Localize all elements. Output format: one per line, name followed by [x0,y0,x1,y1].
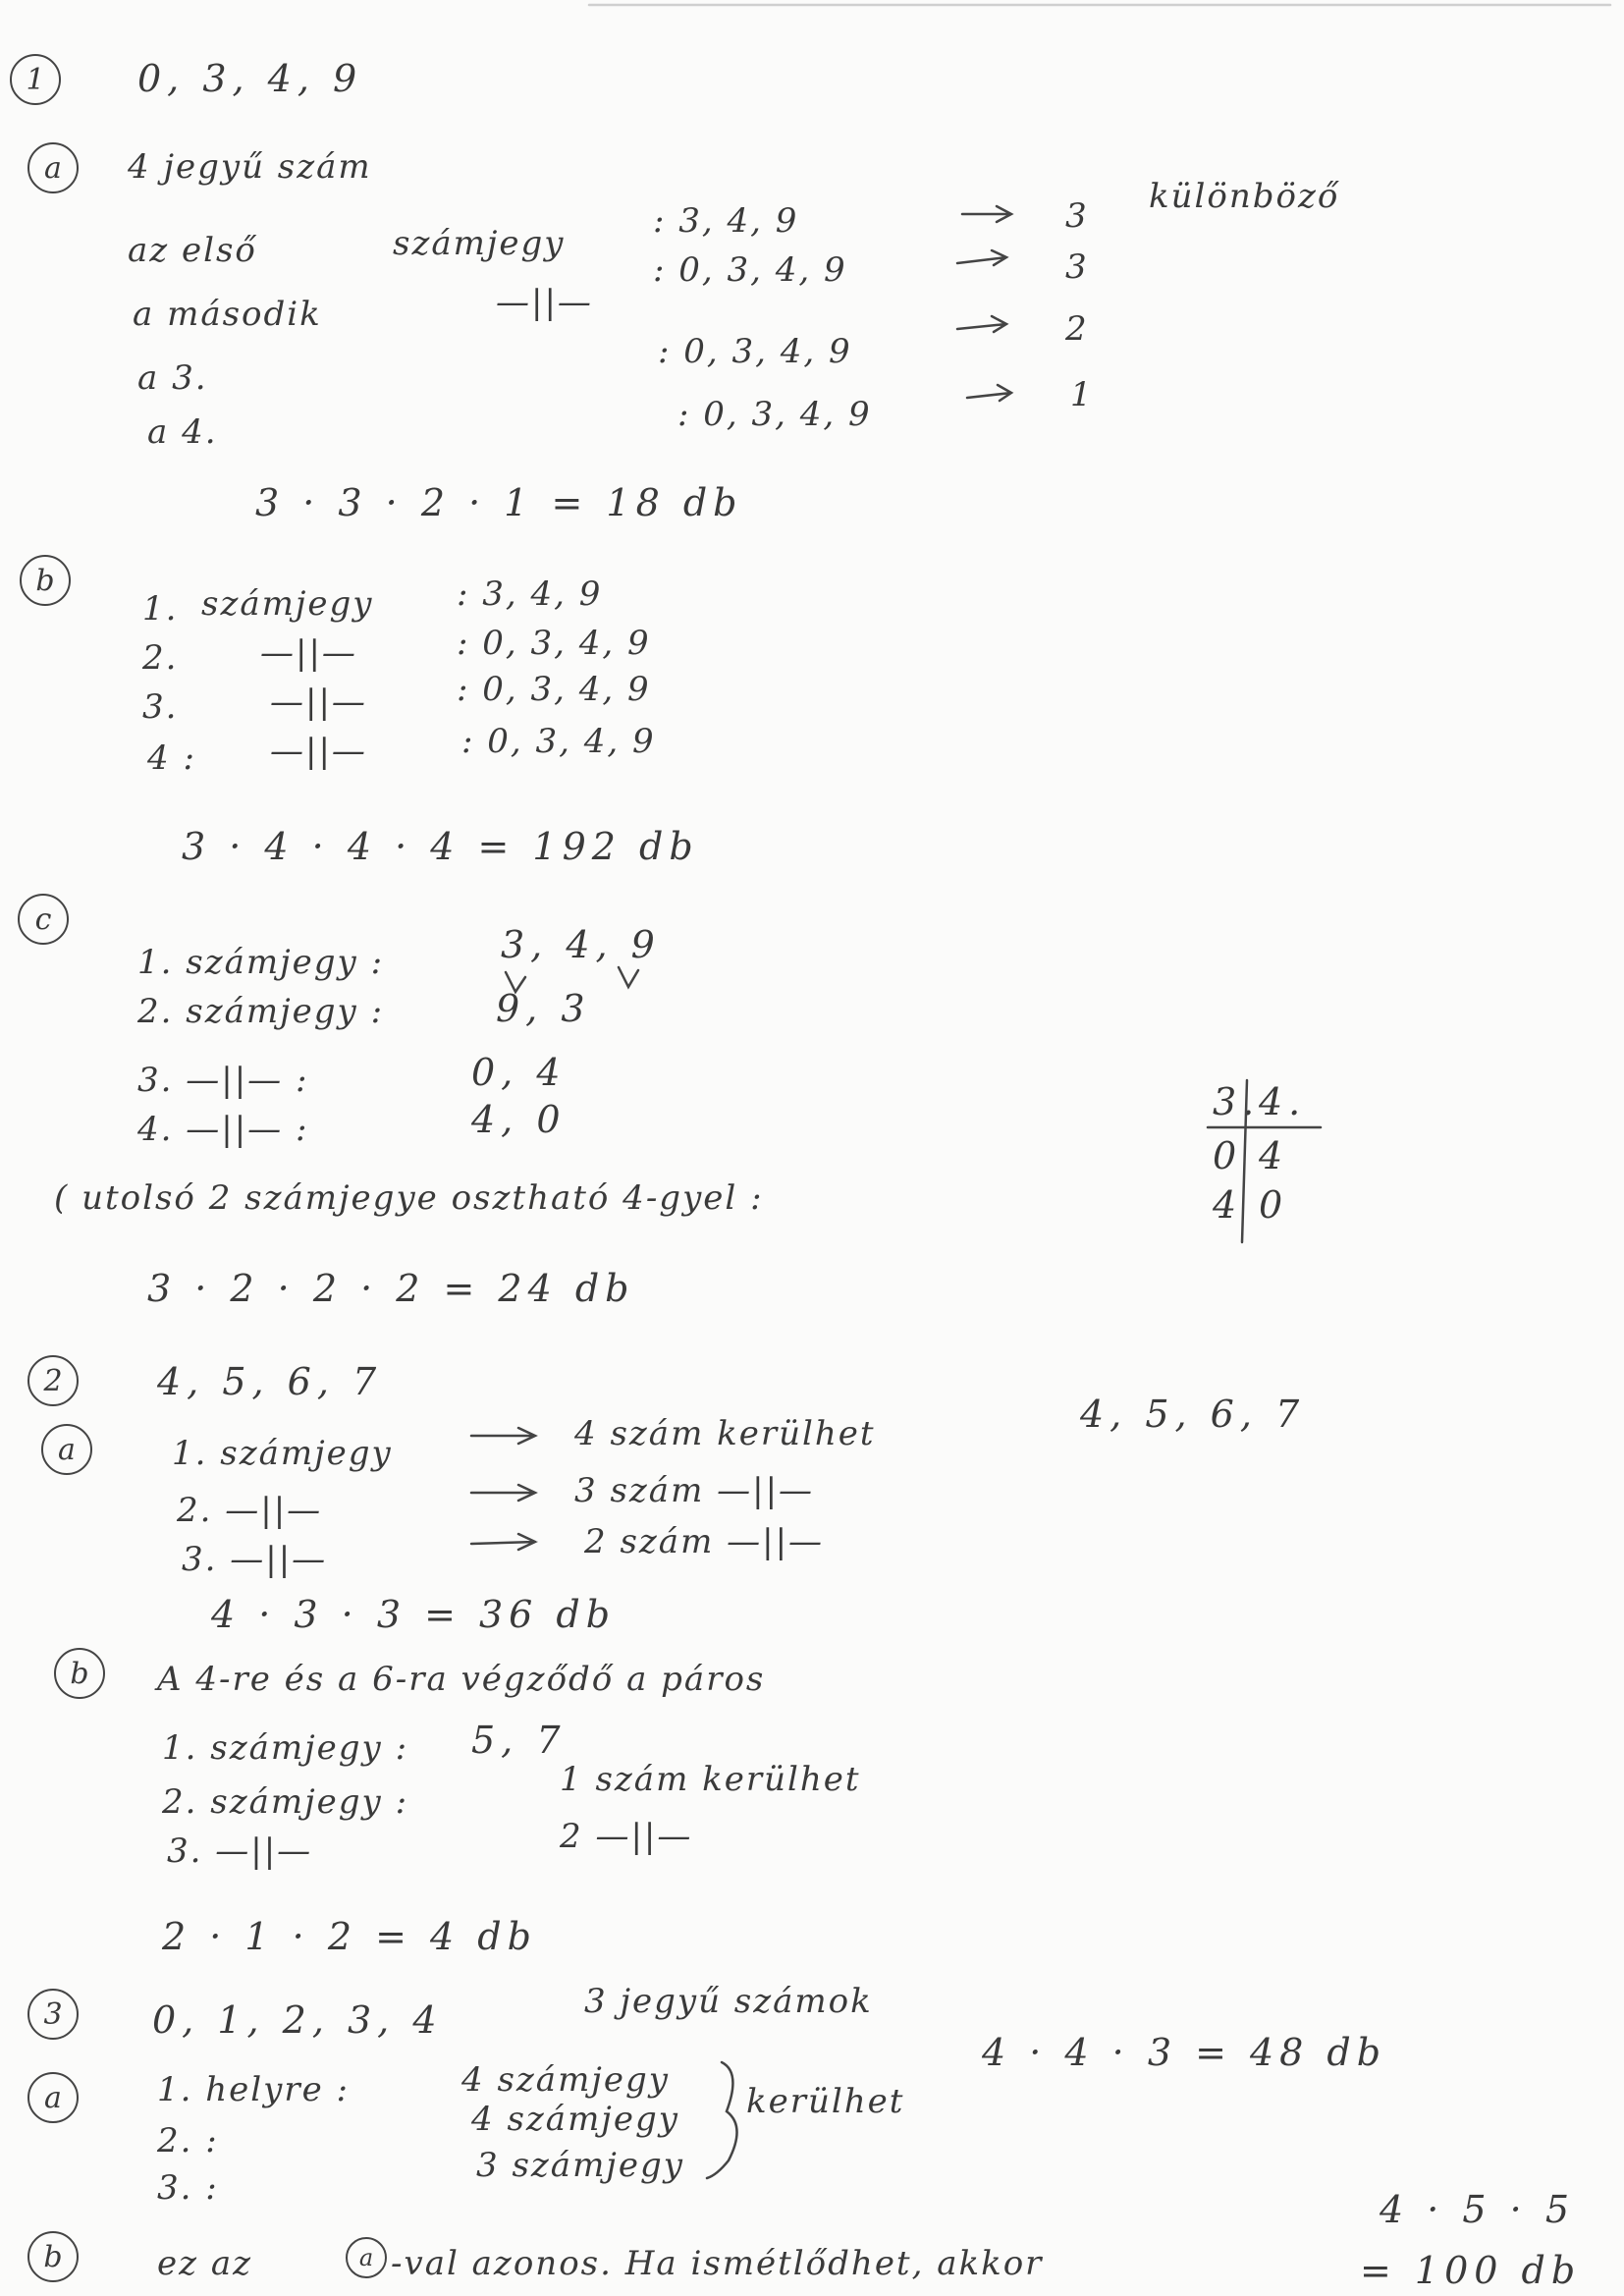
row-1a-1-desc: számjegy [393,224,566,263]
row-3a-3-pos: 3. : [157,2168,219,2208]
problem-3-number: 3 [27,1989,79,2040]
row-1b-2-pos: 2. [142,638,179,678]
bracket [707,2062,737,2178]
row-2b-1-pos: 1. számjegy : [162,1728,409,1768]
row-3a-1-desc: 4 számjegy [461,2060,670,2100]
row-1b-1-desc: számjegy [201,584,374,624]
row-1b-3-pos: 3. [142,687,179,727]
row-1c-1-pos: 1. számjegy : [137,943,385,982]
row-1b-4-desc: —||— [270,732,367,771]
divisibility-table-head-1: 3. [1213,1080,1261,1123]
row-3a-3-desc: 3 számjegy [476,2146,684,2185]
part-3a-label: a [27,2072,79,2123]
part-3b-reference: a [346,2237,387,2278]
part-1b-label: b [20,555,71,606]
problem-1-set: 0, 3, 4, 9 [137,57,363,100]
part-3b-result: = 100 db [1360,2249,1582,2292]
row-1a-2-desc: —||— [496,283,593,322]
problem-1-number: 1 [10,54,61,105]
divisibility-table-cell: 4 [1259,1134,1289,1177]
row-2b-2-desc: 1 szám kerülhet [560,1760,861,1799]
problem-2-number: 2 [27,1355,79,1406]
row-2a-3-desc: 2 szám —||— [584,1522,825,1561]
table-line [1242,1080,1247,1242]
row-1c-4-digits: 4, 0 [471,1098,567,1141]
row-1a-2-count: 3 [1065,247,1089,287]
row-1a-4-count: 1 [1070,375,1094,414]
row-2a-1-pos: 1. számjegy [172,1434,393,1473]
part-1c-note: ( utolsó 2 számjegye osztható 4-gyel : [54,1178,764,1218]
part-2a-label: a [41,1424,92,1475]
arrow-down-icon [619,967,638,987]
arrow-icon [471,1485,535,1501]
part-2b-intro: A 4-re és a 6-ra végződő a páros [157,1660,766,1699]
row-1a-3-pos: a 3. [137,358,208,398]
row-1a-4-digits: : 0, 3, 4, 9 [677,395,872,434]
row-1a-1-pos: az első [128,231,257,270]
row-1c-4-pos: 4. —||— : [137,1110,309,1149]
row-1a-1-count: 3 [1065,196,1089,236]
arrow-icon [957,316,1006,332]
part-3b-text: ez az [157,2244,253,2283]
row-2a-2-pos: 2. —||— [177,1491,323,1530]
row-1c-3-pos: 3. —||— : [137,1061,309,1100]
part-3b-calc: 4 · 5 · 5 [1380,2188,1576,2231]
divisibility-table-cell: 4 [1213,1183,1243,1227]
row-2a-2-desc: 3 szám —||— [574,1471,815,1510]
row-2b-3-pos: 3. —||— [167,1831,313,1871]
divisibility-table-cell: 0 [1213,1134,1243,1177]
row-2a-1-desc: 4 szám kerülhet [574,1414,876,1453]
row-1a-2-digits: : 0, 3, 4, 9 [653,250,847,290]
divisibility-table-cell: 0 [1259,1183,1289,1227]
part-1c-result: 3 · 2 · 2 · 2 = 24 db [147,1267,635,1310]
part-1a-title: 4 jegyű szám [128,147,372,187]
part-1b-result: 3 · 4 · 4 · 4 = 192 db [182,825,699,868]
row-2b-1-desc: 5, 7 [471,1719,567,1762]
row-3a-1-pos: 1. helyre : [157,2070,350,2109]
part-1c-label: c [18,894,69,945]
part-2a-result: 4 · 3 · 3 = 36 db [211,1593,617,1636]
part-1a-label: a [27,142,79,193]
row-1c-2-pos: 2. számjegy : [137,992,385,1031]
row-1a-1-note: különböző [1149,177,1340,216]
row-1c-2-digits: 9, 3 [496,987,591,1030]
row-1b-3-desc: —||— [270,683,367,722]
part-2b-result: 2 · 1 · 2 = 4 db [162,1915,537,1958]
row-2b-3-desc: 2 —||— [560,1817,693,1856]
arrow-icon [471,1534,535,1550]
row-1b-2-desc: —||— [260,633,357,673]
row-1b-4-pos: 4 : [147,738,196,778]
divisibility-table-head-2: 4. [1259,1080,1307,1123]
row-1c-1-digits: 3, 4, 9 [501,923,661,966]
row-1b-2-digits: : 0, 3, 4, 9 [457,624,651,663]
part-1a-result: 3 · 3 · 2 · 1 = 18 db [255,481,743,524]
row-3a-2-pos: 2. : [157,2121,219,2160]
row-3a-2-desc: 4 számjegy [471,2100,679,2139]
row-1b-1-pos: 1. [142,589,179,629]
arrow-icon [962,206,1011,222]
row-1a-3-count: 2 [1065,309,1089,349]
arrow-icon [967,385,1011,401]
row-1a-4-pos: a 4. [147,412,218,452]
problem-3-set: 0, 1, 2, 3, 4 [152,1998,443,2042]
problem-3-title: 3 jegyű számok [584,1982,873,2021]
part-3a-result: 4 · 4 · 3 = 48 db [982,2031,1387,2074]
row-2a-3-pos: 3. —||— [182,1540,328,1579]
row-2a-1-extra: 4, 5, 6, 7 [1080,1393,1306,1436]
row-1a-3-digits: : 0, 3, 4, 9 [658,332,852,371]
part-3b-text2: -val azonos. Ha ismétlődhet, akkor [391,2244,1044,2283]
row-1b-4-digits: : 0, 3, 4, 9 [461,722,656,761]
arrow-down-icon [506,972,525,992]
row-2b-2-pos: 2. számjegy : [162,1782,409,1822]
part-3a-bracket-label: kerülhet [746,2082,905,2121]
row-1a-1-digits: : 3, 4, 9 [653,201,799,241]
row-1a-2-pos: a második [133,295,322,334]
arrow-icon [471,1428,535,1444]
problem-2-set: 4, 5, 6, 7 [157,1360,383,1403]
arrow-icon [957,250,1006,265]
row-1b-1-digits: : 3, 4, 9 [457,574,603,614]
row-1c-3-digits: 0, 4 [471,1051,567,1094]
part-3b-label: b [27,2231,79,2282]
row-1b-3-digits: : 0, 3, 4, 9 [457,670,651,709]
part-2b-label: b [54,1648,105,1699]
